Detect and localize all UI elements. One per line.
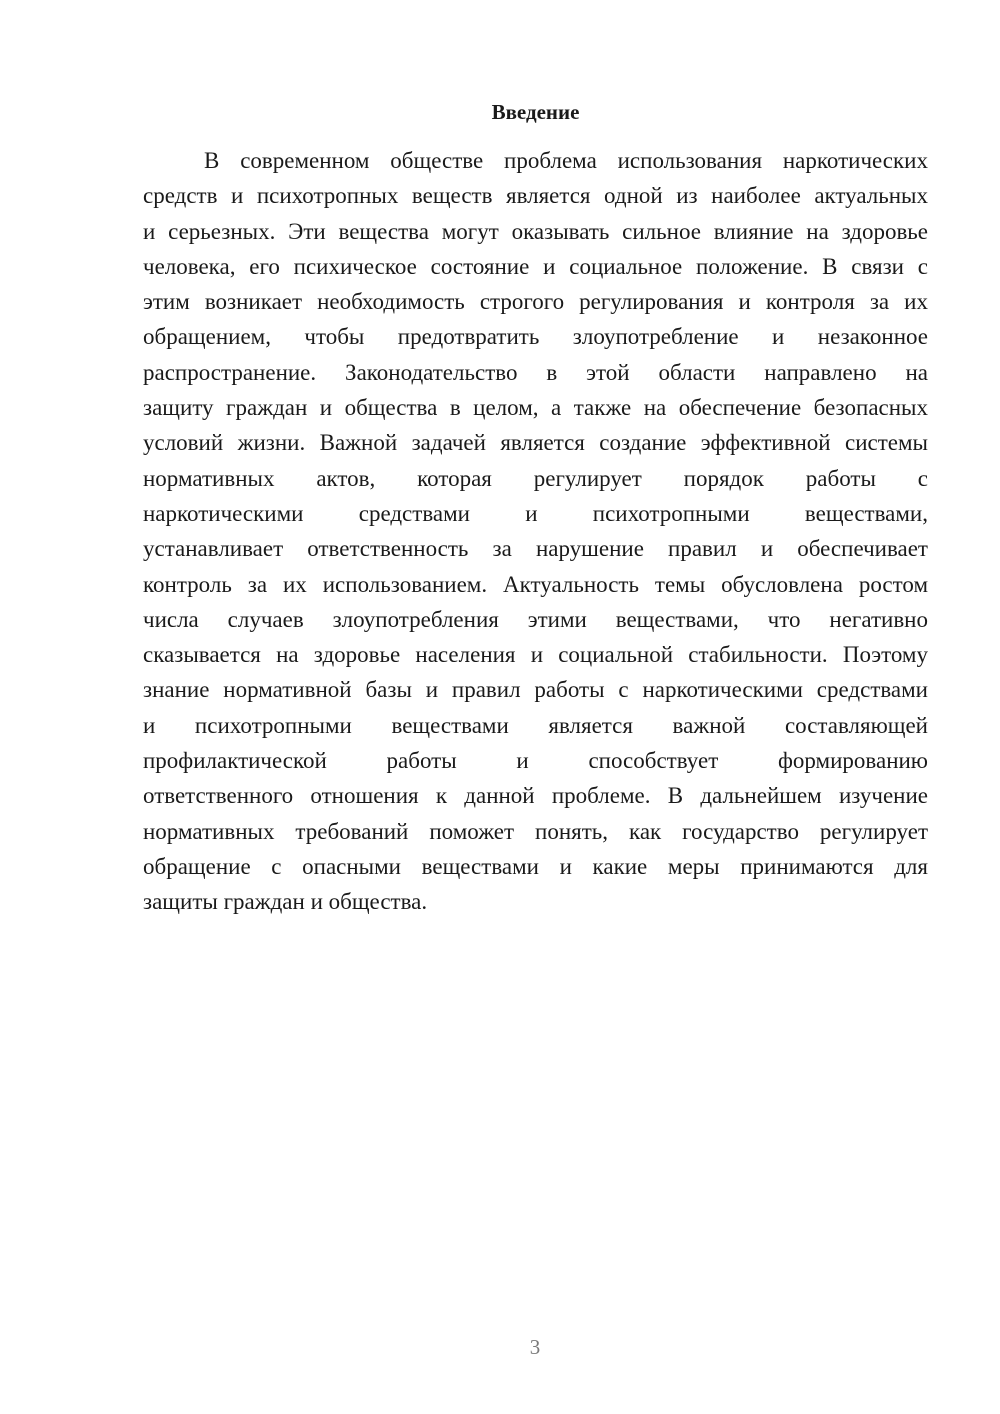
paragraph-line: средств и психотропных веществ является одной из наиболее актуальных — [143, 183, 928, 209]
paragraph-line: этим возникает необходимость строгого регулирования и контроля за их — [143, 289, 928, 315]
paragraph-line: ответственного отношения к данной проблеме. В дальнейшем изучение — [143, 783, 928, 809]
paragraph-line: условий жизни. Важной задачей является создание эффективной системы — [143, 430, 928, 456]
paragraph-line: устанавливает ответственность за нарушение правил и обеспечивает — [143, 536, 928, 562]
paragraph-line: защиты граждан и общества. — [143, 889, 428, 915]
paragraph-line: нормативных требований поможет понять, как государство регулирует — [143, 818, 928, 844]
body-paragraph — [143, 143, 928, 920]
paragraph-line: обращением, чтобы предотвратить злоупотребление и незаконное — [143, 324, 928, 350]
paragraph-line: распространение. Законодательство в этой области направлено на — [143, 359, 928, 385]
paragraph-line: человека, его психическое состояние и социальное положение. В связи с — [143, 253, 928, 279]
paragraph-line: и психотропными веществами является важной составляющей — [143, 712, 928, 738]
paragraph-line: наркотическими средствами и психотропными веществами, — [143, 500, 928, 526]
paragraph-line: контроль за их использованием. Актуальность темы обусловлена ростом — [143, 571, 928, 597]
paragraph-line: нормативных актов, которая регулирует порядок работы с — [143, 465, 928, 491]
paragraph-line: обращение с опасными веществами и какие меры принимаются для — [143, 853, 928, 879]
page-number: 3 — [529, 1335, 541, 1359]
paragraph-line: числа случаев злоупотребления этими веществами, что негативно — [143, 606, 928, 632]
section-heading: Введение — [491, 100, 580, 124]
paragraph-line: сказывается на здоровье населения и социальной стабильности. Поэтому — [143, 642, 928, 668]
paragraph-line: защиту граждан и общества в целом, а также на обеспечение безопасных — [143, 395, 928, 421]
paragraph-line: и серьезных. Эти вещества могут оказывать сильное влияние на здоровье — [143, 218, 928, 244]
paragraph-line: В современном обществе проблема использования наркотических — [204, 148, 928, 173]
paragraph-line: знание нормативной базы и правил работы с наркотическими средствами — [143, 677, 928, 703]
paragraph-line: профилактической работы и способствует формированию — [143, 748, 928, 774]
